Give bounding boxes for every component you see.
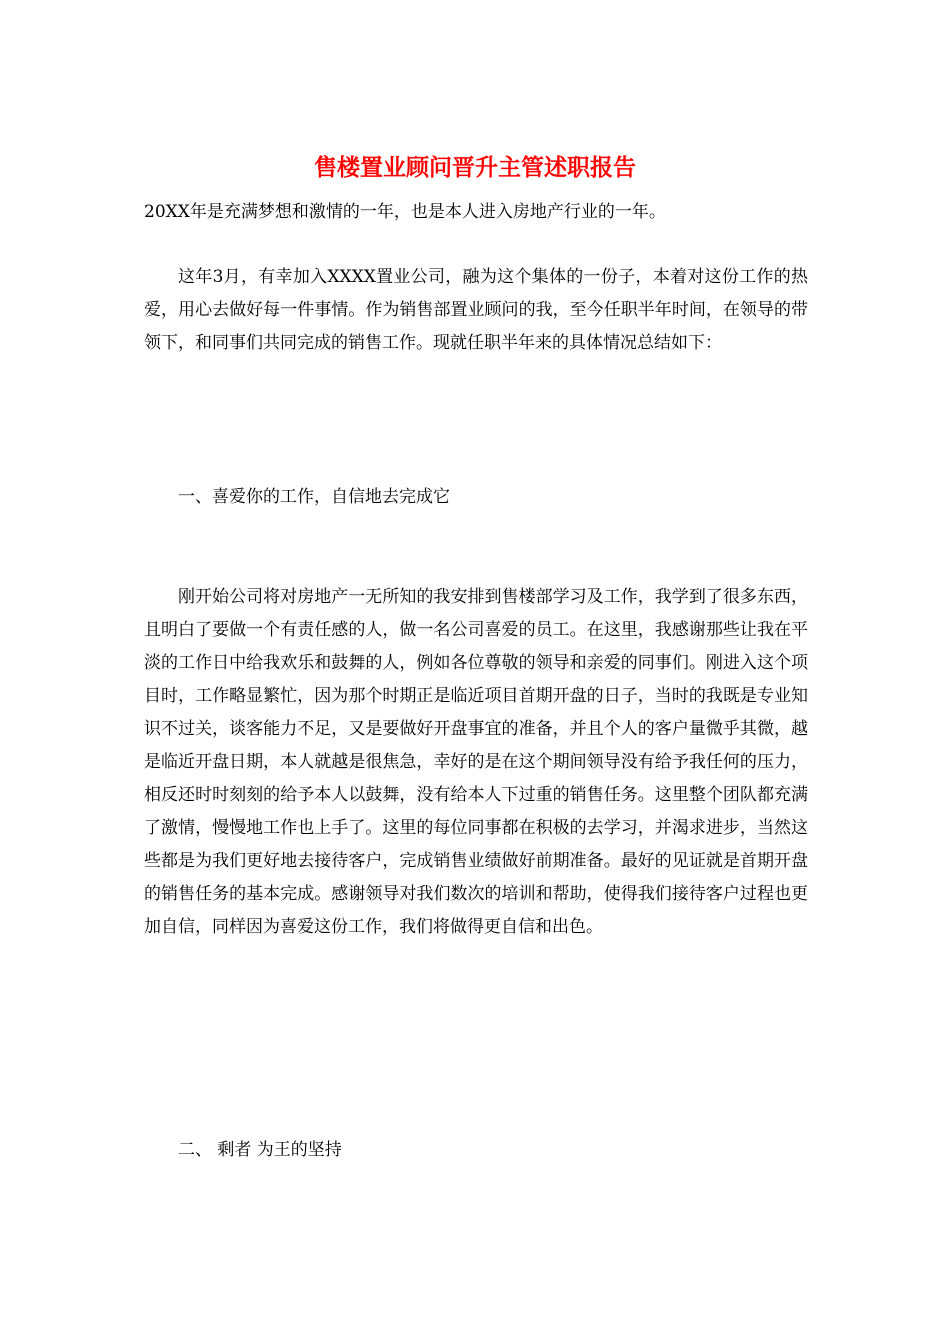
section-heading-1: 一、喜爱你的工作，自信地去完成它 (178, 487, 450, 507)
section-heading-2: 二、 剩者 为王的坚持 (178, 1140, 342, 1160)
document-title: 售楼置业顾问晋升主管述职报告 (314, 154, 636, 181)
intro-line: 20XX年是充满梦想和激情的一年，也是本人进入房地产行业的一年。 (144, 202, 666, 222)
paragraph-2: 刚开始公司将对房地产一无所知的我安排到售楼部学习及工作，我学到了很多东西，且明白了要做一个有责任感的人，做一名公司喜爱的员工。在这里，我感谢那些让我在平淡的工作日中给我欢乐和鼓舞的人，例如各位尊敬的领导和亲爱的同事们。刚进入这个项目时，工作略显繁忙，因为那个时期正是临近项目首期开盘的日子，当时的我既是专业知识不过关，谈客能力不足，又是要做好开盘事宜的准备，并且个人的客户量微乎其微，越是临近开盘日期，本人就越是很焦急，幸好的是在这个期间领导没有给予我任何的压力，相反还时时刻刻的给予本人以鼓舞，没有给本人下过重的销售任务。这里整个团队都充满了激情，慢慢地工作也上手了。这里的每位同事都在积极的去学习，并渴求进步，当然这些都是为我们更好地去接待客户，完成销售业绩做好前期准备。最好的见证就是首期开盘的销售任务的基本完成。感谢领导对我们数次的培训和帮助，使得我们接待客户过程也更加自信，同样因为喜爱这份工作，我们将做得更自信和出色。 (144, 587, 808, 937)
paragraph-1: 这年3月，有幸加入XXXX置业公司，融为这个集体的一份子，本着对这份工作的热爱，用心去做好每一件事情。作为销售部置业顾问的我，至今任职半年时间，在领导的带领下，和同事们共同完成的销售工作。现就任职半年来的具体情况总结如下： (144, 267, 808, 353)
